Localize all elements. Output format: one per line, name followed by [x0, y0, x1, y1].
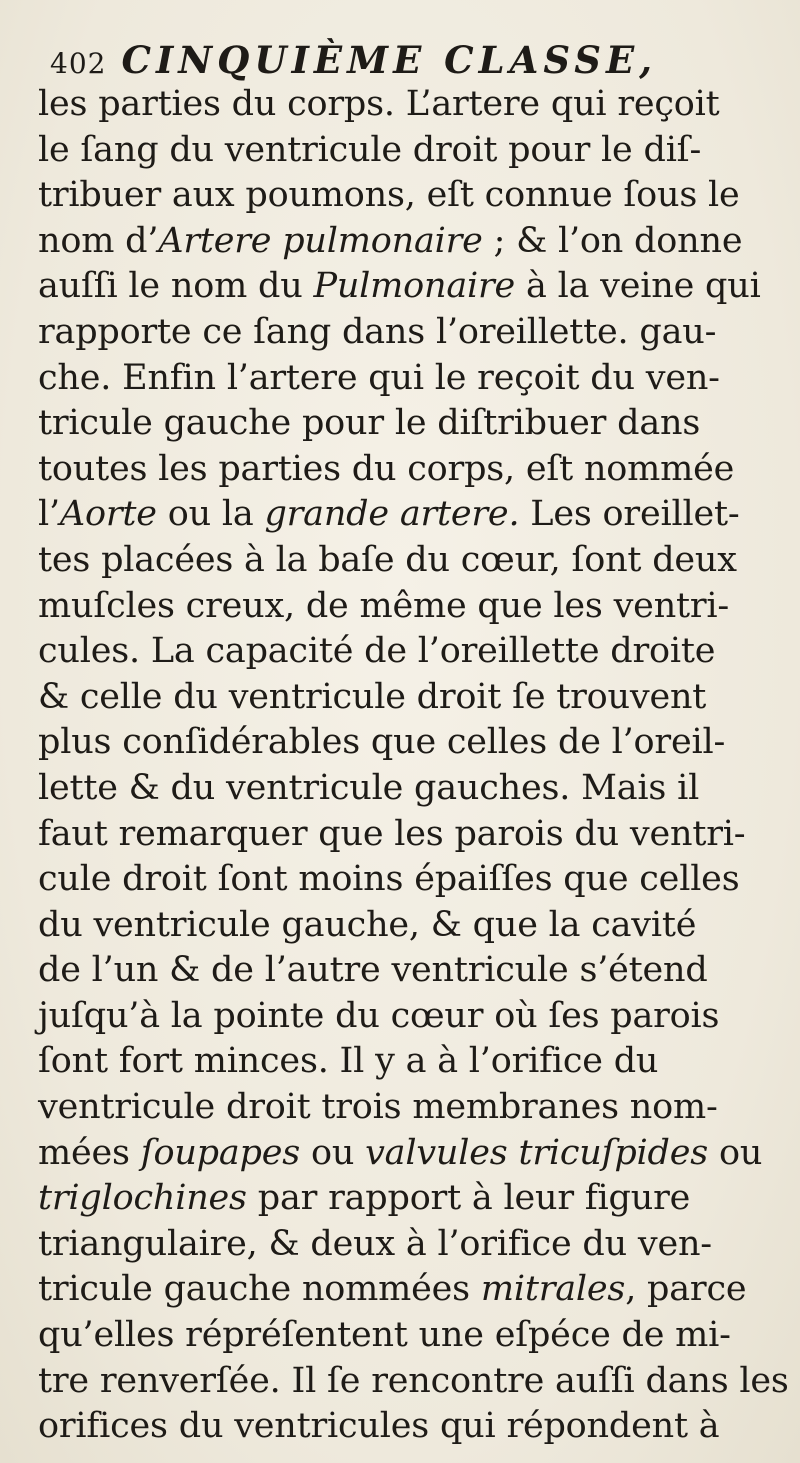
body-text — [38, 82, 798, 1450]
text-run: auſſi le nom du — [38, 266, 314, 307]
text-run: faut remarquer que les parois du ventri- — [38, 813, 746, 854]
text-line — [38, 994, 798, 1040]
text-line — [38, 1039, 798, 1085]
italic-term: Pulmonaire — [313, 266, 516, 307]
text-run: , parce — [625, 1269, 747, 1310]
text-run: cules. La capacité de l’oreillette droite — [38, 631, 716, 672]
italic-term: grande artere. — [264, 494, 520, 535]
text-run: cule droit ſont moins épaiſſes que celles — [38, 859, 740, 900]
text-run: ſont fort minces. Il y a à l’orifice du — [38, 1041, 659, 1082]
text-line — [38, 1267, 798, 1313]
text-run: les parties du corps. L’artere qui reçoit — [38, 84, 720, 124]
text-run: tricule gauche nommées — [38, 1269, 481, 1310]
text-line — [38, 492, 798, 538]
text-line — [38, 1404, 798, 1450]
text-run: tes placées à la baſe du cœur, ſont deux — [38, 539, 737, 580]
text-run: muſcles creux, de même que les ventri- — [38, 585, 730, 626]
italic-term: valvules tricuſpides — [365, 1132, 709, 1173]
text-line — [38, 356, 798, 402]
text-run: che. Enfin l’artere qui le reçoit du ven- — [38, 357, 720, 398]
text-run: plus conſidérables que celles de l’oreil- — [38, 722, 726, 763]
text-line — [38, 1313, 798, 1359]
text-line — [38, 310, 798, 356]
text-run: tre renverſée. Il ſe rencontre auſſi dans les — [38, 1360, 789, 1401]
text-line — [38, 264, 798, 310]
text-run: tricule gauche pour le diſtribuer dans — [38, 403, 701, 444]
running-head: CINQUIÈME CLASSE, — [121, 38, 658, 82]
text-run: & celle du ventricule droit ſe trouvent — [38, 676, 707, 717]
text-run: rapporte ce ſang dans l’oreillette. gau- — [38, 311, 717, 352]
text-run: qu’elles répréſentent une eſpéce de mi- — [38, 1315, 731, 1356]
text-run: du ventricule gauche, & que la cavité — [38, 904, 697, 945]
text-run: tribuer aux poumons, eſt connue ſous le — [38, 175, 740, 216]
text-line — [38, 1176, 798, 1222]
page-header — [50, 38, 780, 84]
text-line — [38, 538, 798, 584]
text-run: juſqu’à la pointe du cœur où ſes parois — [38, 995, 720, 1036]
text-run: orifices du ventricules qui répondent à — [38, 1406, 720, 1447]
text-line — [38, 447, 798, 493]
text-line — [38, 1222, 798, 1268]
italic-term: Aorte — [59, 494, 157, 535]
text-line — [38, 219, 798, 265]
text-line — [38, 629, 798, 675]
text-line — [38, 720, 798, 766]
text-run: l’ — [38, 494, 60, 535]
text-line — [38, 1085, 798, 1131]
text-run: lette & du ventricule gauches. Mais il — [38, 767, 700, 808]
text-run: nom d’ — [38, 220, 159, 261]
text-line — [38, 857, 798, 903]
text-run: triangulaire, & deux à l’orifice du ven- — [38, 1223, 712, 1264]
text-run: ; & l’on donne — [482, 220, 743, 261]
text-line — [38, 173, 798, 219]
text-run: ventricule droit trois membranes nom- — [38, 1087, 718, 1128]
text-line — [38, 675, 798, 721]
text-run: à la veine qui — [515, 266, 761, 307]
text-line — [38, 82, 798, 128]
text-line — [38, 1359, 798, 1405]
text-run: ou la — [156, 494, 265, 535]
italic-term: ſoupapes — [140, 1132, 301, 1173]
text-line — [38, 401, 798, 447]
page-number: 402 — [50, 47, 107, 80]
text-line — [38, 128, 798, 174]
text-run: ou — [708, 1132, 763, 1173]
italic-term: triglochines — [38, 1178, 247, 1219]
text-run: toutes les parties du corps, eſt nommée — [38, 448, 735, 489]
text-run: le ſang du ventricule droit pour le diſ- — [38, 129, 702, 170]
text-line — [38, 903, 798, 949]
text-run: de l’un & de l’autre ventricule s’étend — [38, 950, 708, 991]
text-line — [38, 1131, 798, 1177]
text-run: mées — [38, 1132, 141, 1173]
text-run: par rapport à leur figure — [246, 1178, 691, 1219]
italic-term: mitrales — [480, 1269, 626, 1310]
text-run: ou — [300, 1132, 366, 1173]
text-line — [38, 948, 798, 994]
text-run: Les oreillet- — [519, 494, 740, 535]
text-line — [38, 812, 798, 858]
text-line — [38, 766, 798, 812]
text-line — [38, 584, 798, 630]
italic-term: Artere pulmonaire — [158, 220, 483, 261]
